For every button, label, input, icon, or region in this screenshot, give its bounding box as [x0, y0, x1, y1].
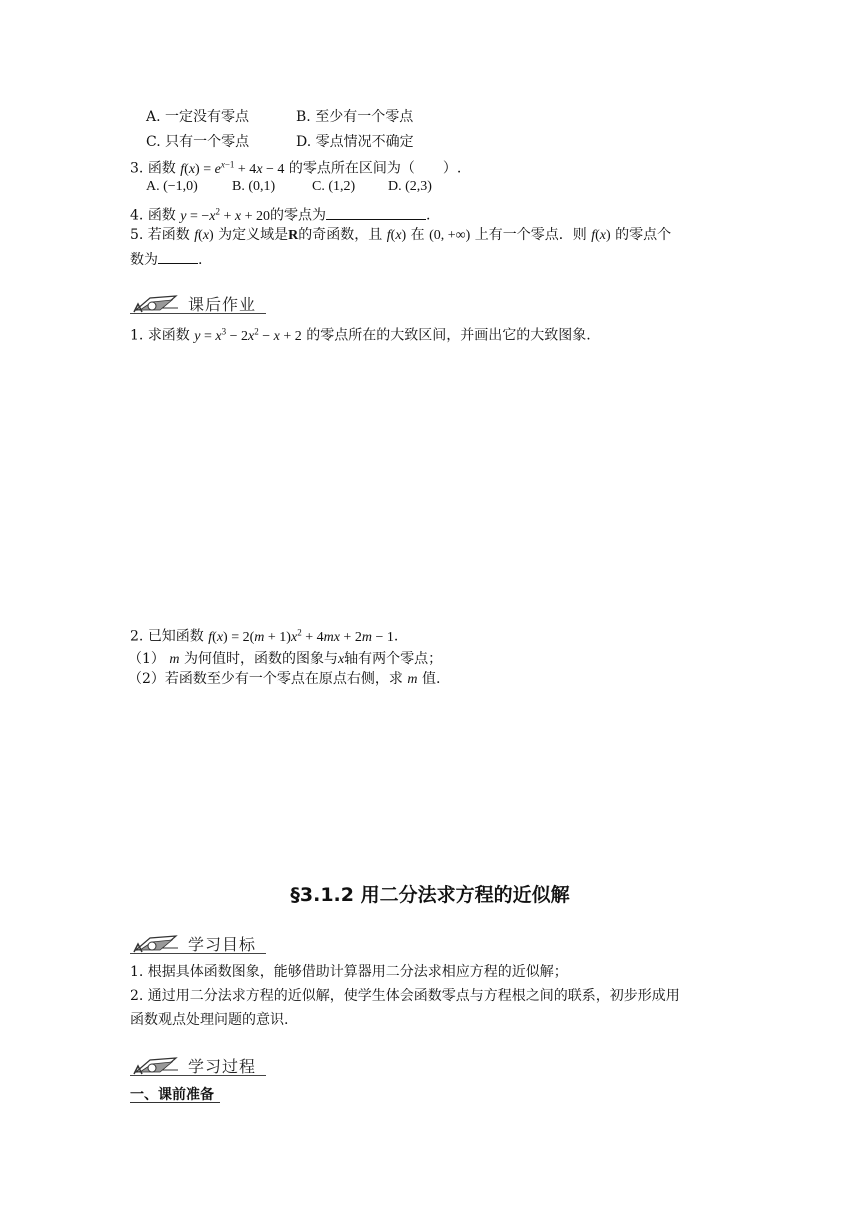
question-5-line2 [130, 250, 202, 269]
goal-2-line2: 函数观点处理问题的意识. [130, 1012, 289, 1028]
process-header-text: 学习过程 [188, 1057, 257, 1076]
q5-formula-fx: f(x) [194, 228, 214, 243]
book-icon [132, 1052, 184, 1076]
process-section-header [130, 1052, 266, 1078]
q5-end: . [198, 252, 203, 268]
q2-option-a: A. 一定没有零点 [146, 109, 250, 125]
hw1-formula: $y = x^3 - 2x^2 - x + 2$ [194, 326, 302, 344]
q3-option-b: B. (0,1) [232, 179, 276, 194]
hw1-label: 求函数 [147, 327, 190, 344]
q4-tail: 的零点为 [270, 207, 327, 224]
q4-number: 4. [130, 207, 148, 224]
homework-2-part2 [128, 670, 440, 689]
hw2-sub1-var-x: x [337, 652, 345, 667]
homework-2-part1 [128, 650, 442, 669]
q4-label: 函数 [147, 207, 176, 224]
q3-option-d: D. (2,3) [388, 179, 432, 194]
q2-option-d: D. 零点情况不确定 [296, 134, 414, 150]
homework-header-rule [130, 313, 266, 314]
homework-section-header [130, 290, 266, 316]
goals-section-header [130, 930, 266, 956]
q5-bold-r: R [288, 228, 299, 243]
q5-answer-blank [158, 250, 198, 264]
q5-formula-fx-3: f(x) [591, 228, 611, 243]
hw1-tail: 的零点所在的大致区间，并画出它的大致图象. [306, 327, 591, 344]
lesson-title: §3.1.2 用二分法求方程的近似解 [290, 884, 570, 906]
hw2-sub2-var-m: m [407, 672, 418, 687]
q5-text-c: 的奇函数，且 [298, 227, 383, 243]
q3-label: 函数 [147, 160, 176, 177]
q5-text-line2: 数为 [130, 252, 158, 268]
q5-formula-fx-2: f(x) [386, 228, 407, 243]
hw2-sub2-text-a: 若函数至少有一个零点在原点右侧，求 [164, 671, 403, 687]
q5-text-b: 为定义域是 [218, 227, 289, 243]
goal-1: 1. 根据具体函数图象，能够借助计算器用二分法求相应方程的近似解； [130, 964, 568, 980]
hw2-sub2-text-b: 值. [421, 671, 441, 687]
q5-text-f: 的零点个 [615, 227, 672, 243]
q4-formula: $y = -x^2 + x + 20$ [180, 206, 271, 224]
process-header-rule [130, 1075, 266, 1076]
q4-answer-blank [326, 206, 426, 220]
hw2-sub1-text-b: 轴有两个零点； [344, 651, 443, 667]
question-3 [130, 155, 461, 179]
goal-2-line1: 2. 通过用二分法求方程的近似解，使学生体会函数零点与方程根之间的联系，初步形成用 [130, 988, 680, 1004]
part1-heading: 一、课前准备 [130, 1087, 214, 1103]
book-icon [132, 930, 184, 954]
part1-heading-rule [130, 1102, 220, 1103]
homework-header-text: 课后作业 [188, 295, 257, 314]
q5-text-d: 在 [410, 227, 425, 243]
hw2-formula: $f(x) = 2(m + 1)x^2 + 4mx + 2m - 1$ [208, 627, 394, 645]
hw2-sub1-text-a: 为何值时，函数的图象与 [183, 651, 338, 667]
q2-option-c: C. 只有一个零点 [146, 134, 250, 150]
hw2-sub1-var-m: m [169, 652, 180, 667]
hw2-number: 2. [130, 628, 148, 645]
question-5-line1 [130, 226, 671, 245]
hw2-sub2-number: （2） [128, 671, 165, 687]
q2-option-b: B. 至少有一个零点 [296, 109, 414, 125]
q5-text-a: 5. 若函数 [130, 227, 190, 243]
hw2-sub1-number: （1） [128, 651, 165, 667]
homework-1 [130, 322, 591, 346]
q5-text-e: 上有一个零点．则 [474, 227, 587, 243]
q4-end: . [426, 207, 431, 224]
goals-header-text: 学习目标 [188, 935, 257, 954]
hw1-number: 1. [130, 327, 148, 344]
hw2-label: 已知函数 [147, 628, 204, 645]
homework-2 [130, 623, 398, 647]
q3-option-c: C. (1,2) [312, 179, 356, 194]
q5-interval: (0, +∞) [429, 228, 471, 243]
q3-tail: 的零点所在区间为（ ）. [288, 160, 462, 177]
book-icon [132, 290, 184, 314]
q3-formula: $f(x) = e^{x-1} + 4x - 4$ [180, 159, 285, 177]
question-4 [130, 202, 430, 226]
q3-number: 3. [130, 160, 148, 177]
q3-option-a: A. (−1,0) [146, 179, 198, 194]
goals-header-rule [130, 953, 266, 954]
hw2-end: . [393, 628, 399, 645]
